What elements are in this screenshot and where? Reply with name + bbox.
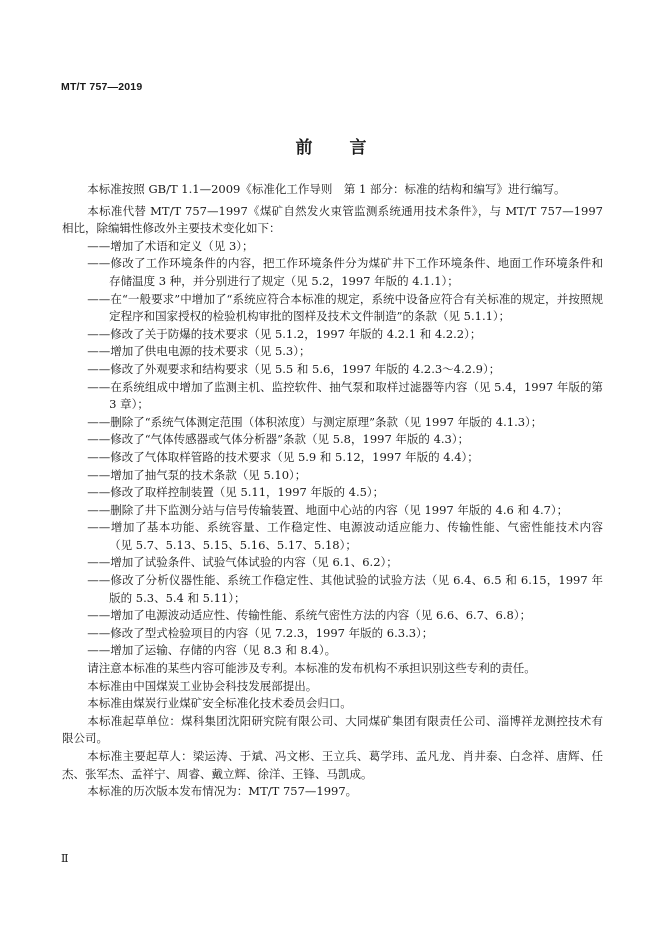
change-item: ——修改了“气体传感器或气体分析器”条款（见 5.8，1997 年版的 4.3）； bbox=[87, 432, 470, 447]
change-item: ——修改了关于防爆的技术要求（见 5.1.2，1997 年版的 4.2.1 和 4.2.2）； bbox=[87, 326, 482, 341]
change-item: ——修改了工作环境条件的内容，把工作环境条件分为煤矿井下工作环境条件、地面工作环境条件和存储温度 3 种，并分别进行了规定（见 5.2，1997 年版的 4.1.1）； bbox=[87, 256, 603, 288]
change-item: ——修改了外观要求和结构要求（见 5.5 和 5.6，1997 年版的 4.2.3～4.2.9）； bbox=[87, 361, 501, 376]
version-history: 本标准的历次版本发布情况为：MT/T 757—1997。 bbox=[87, 784, 358, 799]
change-item: ——修改了型式检验项目的内容（见 7.2.3，1997 年版的 6.3.3）； bbox=[87, 625, 434, 640]
change-item: ——增加了运输、存储的内容（见 8.3 和 8.4）。 bbox=[87, 643, 337, 658]
page-title: 前 言 bbox=[295, 138, 377, 158]
page-number: Ⅱ bbox=[61, 852, 69, 865]
change-item: ——修改了气体取样管路的技术要求（见 5.9 和 5.12，1997 年版的 4.4）； bbox=[87, 449, 479, 464]
change-item: ——修改了取样控制装置（见 5.11，1997 年版的 4.5）； bbox=[87, 485, 385, 500]
change-item: ——增加了电源波动适应性、传输性能、系统气密性方法的内容（见 6.6、6.7、6.8）； bbox=[87, 608, 532, 623]
change-item: ——修改了分析仪器性能、系统工作稳定性、其他试验的试验方法（见 6.4、6.5 和 6.15，1997 年版的 5.3、5.4 和 5.11）； bbox=[87, 573, 603, 605]
change-item: ——删除了“系统气体测定范围（体积浓度）与测定原理”条款（见 1997 年版的 4.1.3）； bbox=[87, 414, 543, 429]
preface-body bbox=[62, 181, 603, 801]
intro-paragraph-drafting-basis: 本标准按照 GB/T 1.1—2009《标准化工作导则 第 1 部分：标准的结构和编写》进行编写。 bbox=[87, 182, 566, 196]
intro-paragraph-replacement: 本标准代替 MT/T 757—1997《煤矿自然发火束管监测系统通用技术条件》，与 MT/T 757—1997 相比，除编辑性修改外主要技术变化如下： bbox=[62, 203, 603, 236]
proposer-statement: 本标准由中国煤炭工业协会科技发展部提出。 bbox=[87, 678, 318, 693]
drafting-organizations: 本标准起草单位：煤科集团沈阳研究院有限公司、大同煤矿集团有限责任公司、淄博祥龙测控技术有限公司。 bbox=[62, 713, 603, 746]
change-item: ——增加了术语和定义（见 3）； bbox=[87, 238, 254, 253]
drafting-authors: 本标准主要起草人：梁运涛、于斌、冯文彬、王立兵、葛学玮、孟凡龙、肖井泰、白念祥、唐辉、任杰、张军杰、孟祥宁、周睿、戴立辉、徐洋、王锋、马凯成。 bbox=[62, 749, 603, 781]
technical-changes-list bbox=[62, 238, 603, 660]
change-item: ——增加了基本功能、系统容量、工作稳定性、电源波动适应能力、传输性能、气密性能技术内容（见 5.7、5.13、5.15、5.16、5.17、5.18）； bbox=[87, 520, 603, 552]
change-item: ——增加了试验条件、试验气体试验的内容（见 6.1、6.2）； bbox=[87, 555, 398, 570]
change-item: ——在“一般要求”中增加了“系统应符合本标准的规定，系统中设备应符合有关标准的规定，并按照规定程序和国家授权的检验机构审批的图样及技术文件制造”的条款（见 5.1.1）； bbox=[87, 291, 603, 324]
change-item: ——在系统组成中增加了监测主机、监控软件、抽气泵和取样过滤器等内容（见 5.4，1997 年版的第 3 章）； bbox=[87, 379, 603, 412]
committee-statement: 本标准由煤炭行业煤矿安全标准化技术委员会归口。 bbox=[87, 696, 352, 711]
patent-notice: 请注意本标准的某些内容可能涉及专利。本标准的发布机构不承担识别这些专利的责任。 bbox=[87, 661, 536, 676]
change-item: ——增加了抽气泵的技术条款（见 5.10）； bbox=[87, 467, 307, 482]
change-item: ——增加了供电电源的技术要求（见 5.3）； bbox=[87, 344, 311, 359]
standard-code-header: MT/T 757—2019 bbox=[61, 81, 143, 93]
change-item: ——删除了井下监测分站与信号传输装置、地面中心站的内容（见 1997 年版的 4.6 和 4.7）； bbox=[87, 502, 569, 517]
